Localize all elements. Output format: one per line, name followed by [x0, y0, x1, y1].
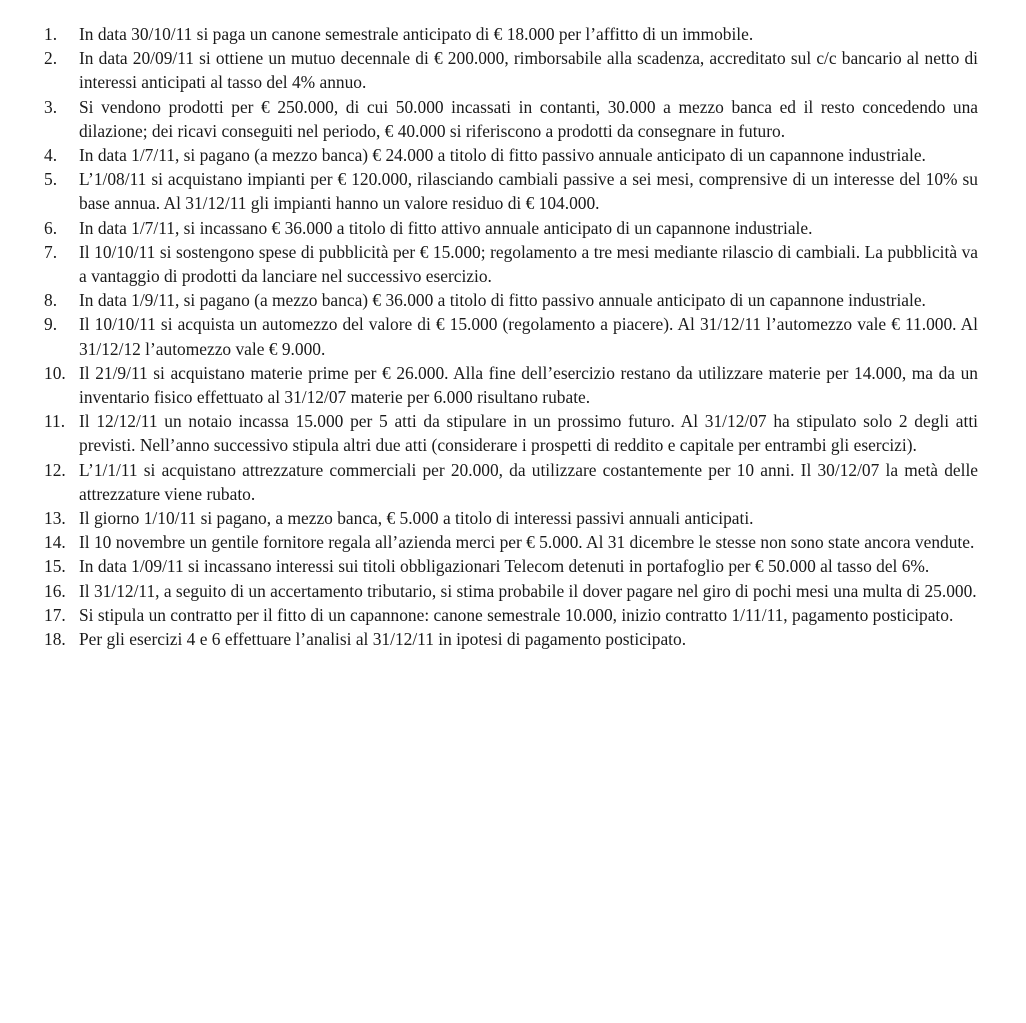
item-text: Si vendono prodotti per € 250.000, di cui 50.000 incassati in contanti, 30.000 a mezzo banca ed il resto concedendo una dilazione; dei ricavi conseguiti nel periodo, € 40.000 si riferiscono a prodotti da consegnare in futuro.: [79, 96, 978, 141]
list-item: [44, 554, 978, 578]
item-number: 4.: [44, 145, 58, 166]
list-item: [44, 240, 978, 288]
item-text: Il 21/9/11 si acquistano materie prime per € 26.000. Alla fine dell’esercizio restano da utilizzare materie per 14.000, ma da un inventario fisico effettuato al 31/12/07 materie per 6.000 risultano rubate.: [79, 362, 978, 408]
list-item: [44, 409, 978, 457]
item-text: L’1/08/11 si acquistano impianti per € 120.000, rilasciando cambiali passive a sei mesi, comprensive di un interesse del 10% su base annua. Al 31/12/11 gli impianti hanno un valore residuo di € 104.000.: [79, 169, 978, 214]
item-number: 2.: [44, 48, 58, 69]
list-item: [44, 627, 978, 651]
list-item: [44, 46, 978, 94]
item-text: Il 10/10/11 si acquista un automezzo del valore di € 15.000 (regolamento a piacere). Al 31/12/11 l’automezzo vale € 11.000. Al 31/12/12 l’automezzo vale € 9.000.: [79, 314, 978, 359]
item-text: Il 10 novembre un gentile fornitore regala all’azienda merci per € 5.000. Al 31 dicembre le stesse non sono state ancora vendute.: [79, 532, 975, 553]
item-number: 13.: [44, 508, 66, 529]
item-number: 15.: [44, 556, 66, 577]
list-item: [44, 143, 978, 167]
item-text: L’1/1/11 si acquistano attrezzature commerciali per 20.000, da utilizzare costantemente per 10 anni. Il 30/12/07 la metà delle attrezzature viene rubato.: [79, 459, 978, 504]
item-text: In data 1/7/11, si incassano € 36.000 a titolo di fitto attivo annuale anticipato di un capannone industriale.: [79, 217, 813, 238]
item-number: 17.: [44, 604, 66, 625]
item-text: In data 30/10/11 si paga un canone semestrale anticipato di € 18.000 per l’affitto di un immobile.: [79, 24, 754, 44]
list-item: [44, 530, 978, 554]
list-item: [44, 506, 978, 530]
item-text: Il giorno 1/10/11 si pagano, a mezzo banca, € 5.000 a titolo di interessi passivi annuali anticipati.: [79, 508, 754, 529]
item-text: In data 1/7/11, si pagano (a mezzo banca) € 24.000 a titolo di fitto passivo annuale anticipato di un capannone industriale.: [79, 145, 926, 166]
item-number: 7.: [44, 241, 58, 262]
exercise-list: [44, 22, 978, 651]
list-item: [44, 216, 978, 240]
item-number: 11.: [44, 411, 66, 432]
list-item: [44, 167, 978, 215]
item-text: Il 10/10/11 si sostengono spese di pubblicità per € 15.000; regolamento a tre mesi mediante rilascio di cambiali. La pubblicità va a vantaggio di prodotti da lanciare nel successivo esercizio.: [79, 241, 978, 287]
list-item: [44, 95, 978, 143]
item-text: In data 1/9/11, si pagano (a mezzo banca) € 36.000 a titolo di fitto passivo annuale anticipato di un capannone industriale.: [79, 290, 926, 311]
item-number: 12.: [44, 459, 66, 480]
item-number: 18.: [44, 629, 66, 650]
item-number: 9.: [44, 314, 58, 335]
list-item: [44, 312, 978, 360]
item-number: 3.: [44, 96, 58, 117]
item-text: Si stipula un contratto per il fitto di un capannone: canone semestrale 10.000, inizio contratto 1/11/11, pagamento posticipato.: [79, 604, 954, 625]
item-text: In data 20/09/11 si ottiene un mutuo decennale di € 200.000, rimborsabile alla scadenza, accreditato sul c/c bancario al netto di interessi anticipati al tasso del 4% annuo.: [79, 48, 978, 93]
item-text: Il 12/12/11 un notaio incassa 15.000 per 5 atti da stipulare in un prossimo futuro. Al 31/12/07 ha stipulato solo 2 degli atti previsti. Nell’anno successivo stipula altri due atti (considerare i prospetti di reddito e capitale per entrambi gli esercizi).: [79, 411, 978, 456]
item-number: 14.: [44, 532, 66, 553]
list-item: [44, 603, 978, 627]
item-number: 10.: [44, 362, 66, 383]
item-text: Per gli esercizi 4 e 6 effettuare l’analisi al 31/12/11 in ipotesi di pagamento posticipato.: [79, 629, 687, 650]
item-number: 5.: [44, 169, 58, 190]
list-item: [44, 288, 978, 312]
item-number: 16.: [44, 580, 66, 601]
item-number: 6.: [44, 217, 58, 238]
item-text: Il 31/12/11, a seguito di un accertamento tributario, si stima probabile il dover pagare nel giro di pochi mesi una multa di 25.000.: [79, 580, 977, 601]
item-text: In data 1/09/11 si incassano interessi sui titoli obbligazionari Telecom detenuti in portafoglio per € 50.000 al tasso del 6%.: [79, 556, 930, 577]
item-number: 1.: [44, 24, 58, 44]
list-item: [44, 22, 978, 46]
list-item: [44, 361, 978, 409]
list-item: [44, 458, 978, 506]
list-item: [44, 579, 978, 603]
item-number: 8.: [44, 290, 58, 311]
